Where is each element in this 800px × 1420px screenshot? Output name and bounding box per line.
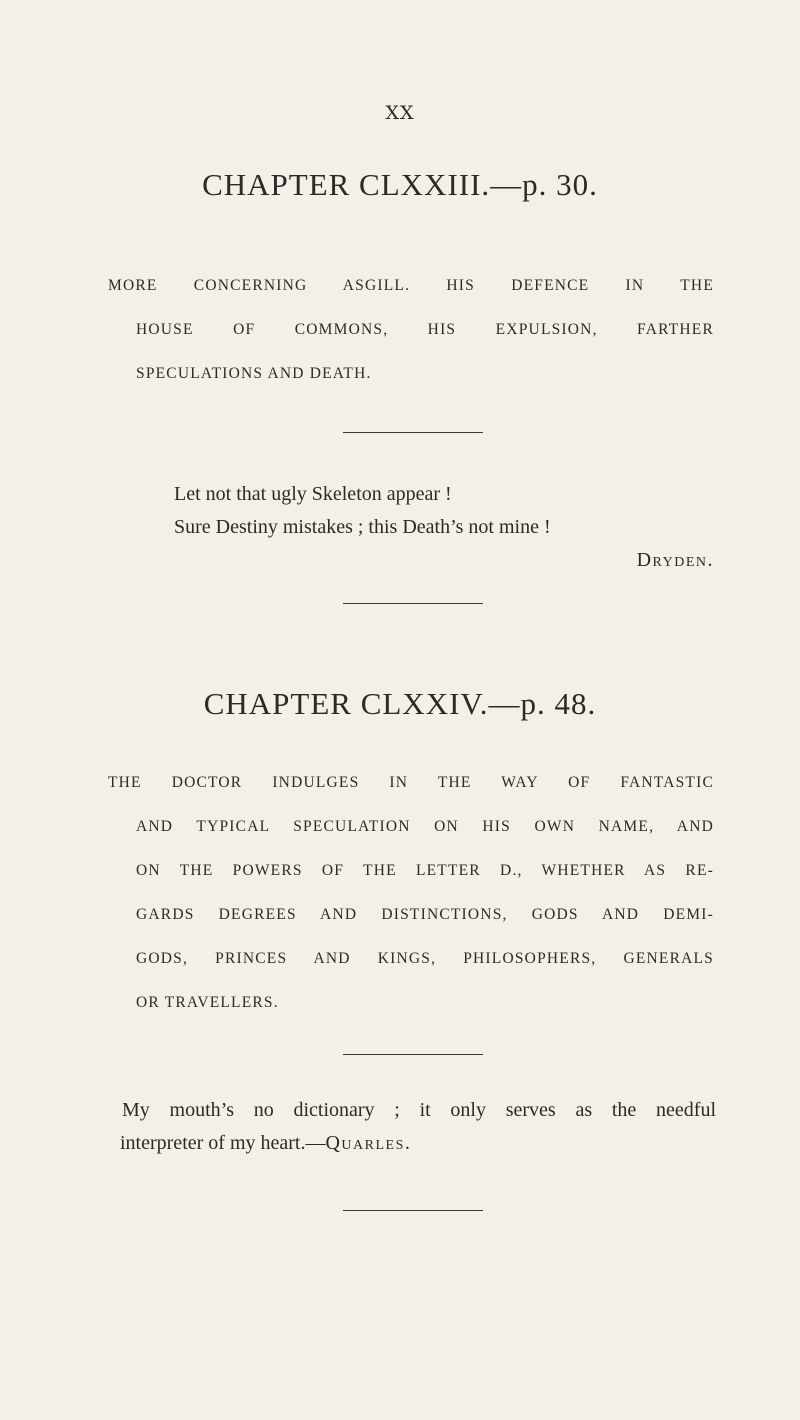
page-number: XX [385, 102, 415, 124]
epigraph-attribution: Dryden. [636, 549, 714, 571]
epigraph-line: My mouth’s no dictionary ; it only serves as the needful [122, 1099, 716, 1121]
epigraph-line [120, 1127, 716, 1160]
summary-line: HOUSE OF COMMONS, HIS EXPULSION, FARTHER [136, 321, 714, 338]
epigraph-attribution: Quarles. [325, 1132, 412, 1154]
chapter-heading: CHAPTER CLXXIV.—p. 48. [203, 686, 597, 721]
epigraph-line-text: interpreter of my heart.— [120, 1132, 326, 1154]
divider-rule [343, 603, 483, 604]
divider-rule [343, 1210, 483, 1211]
summary-line: GODS, PRINCES AND KINGS, PHILOSOPHERS, GENERALS [136, 950, 714, 967]
epigraph-line: Let not that ugly Skeleton appear ! [174, 483, 452, 505]
divider-rule [343, 1054, 483, 1055]
summary-line: AND TYPICAL SPECULATION ON HIS OWN NAME, AND [136, 818, 714, 835]
chapter-summary [108, 264, 714, 396]
summary-line: ON THE POWERS OF THE LETTER D., WHETHER AS RE- [136, 862, 714, 879]
epigraph-line: Sure Destiny mistakes ; this Death’s not mine ! [174, 516, 551, 538]
epigraph [174, 478, 714, 577]
epigraph [122, 1094, 716, 1160]
summary-line: SPECULATIONS AND DEATH. [136, 365, 372, 382]
chapter-summary [108, 761, 714, 1025]
summary-line: OR TRAVELLERS. [136, 994, 279, 1011]
divider-rule [343, 432, 483, 433]
summary-line: MORE CONCERNING ASGILL. HIS DEFENCE IN THE [108, 277, 714, 294]
summary-line: GARDS DEGREES AND DISTINCTIONS, GODS AND DEMI- [136, 906, 714, 923]
chapter-heading: CHAPTER CLXXIII.—p. 30. [202, 167, 598, 202]
summary-line: THE DOCTOR INDULGES IN THE WAY OF FANTASTIC [108, 774, 714, 791]
